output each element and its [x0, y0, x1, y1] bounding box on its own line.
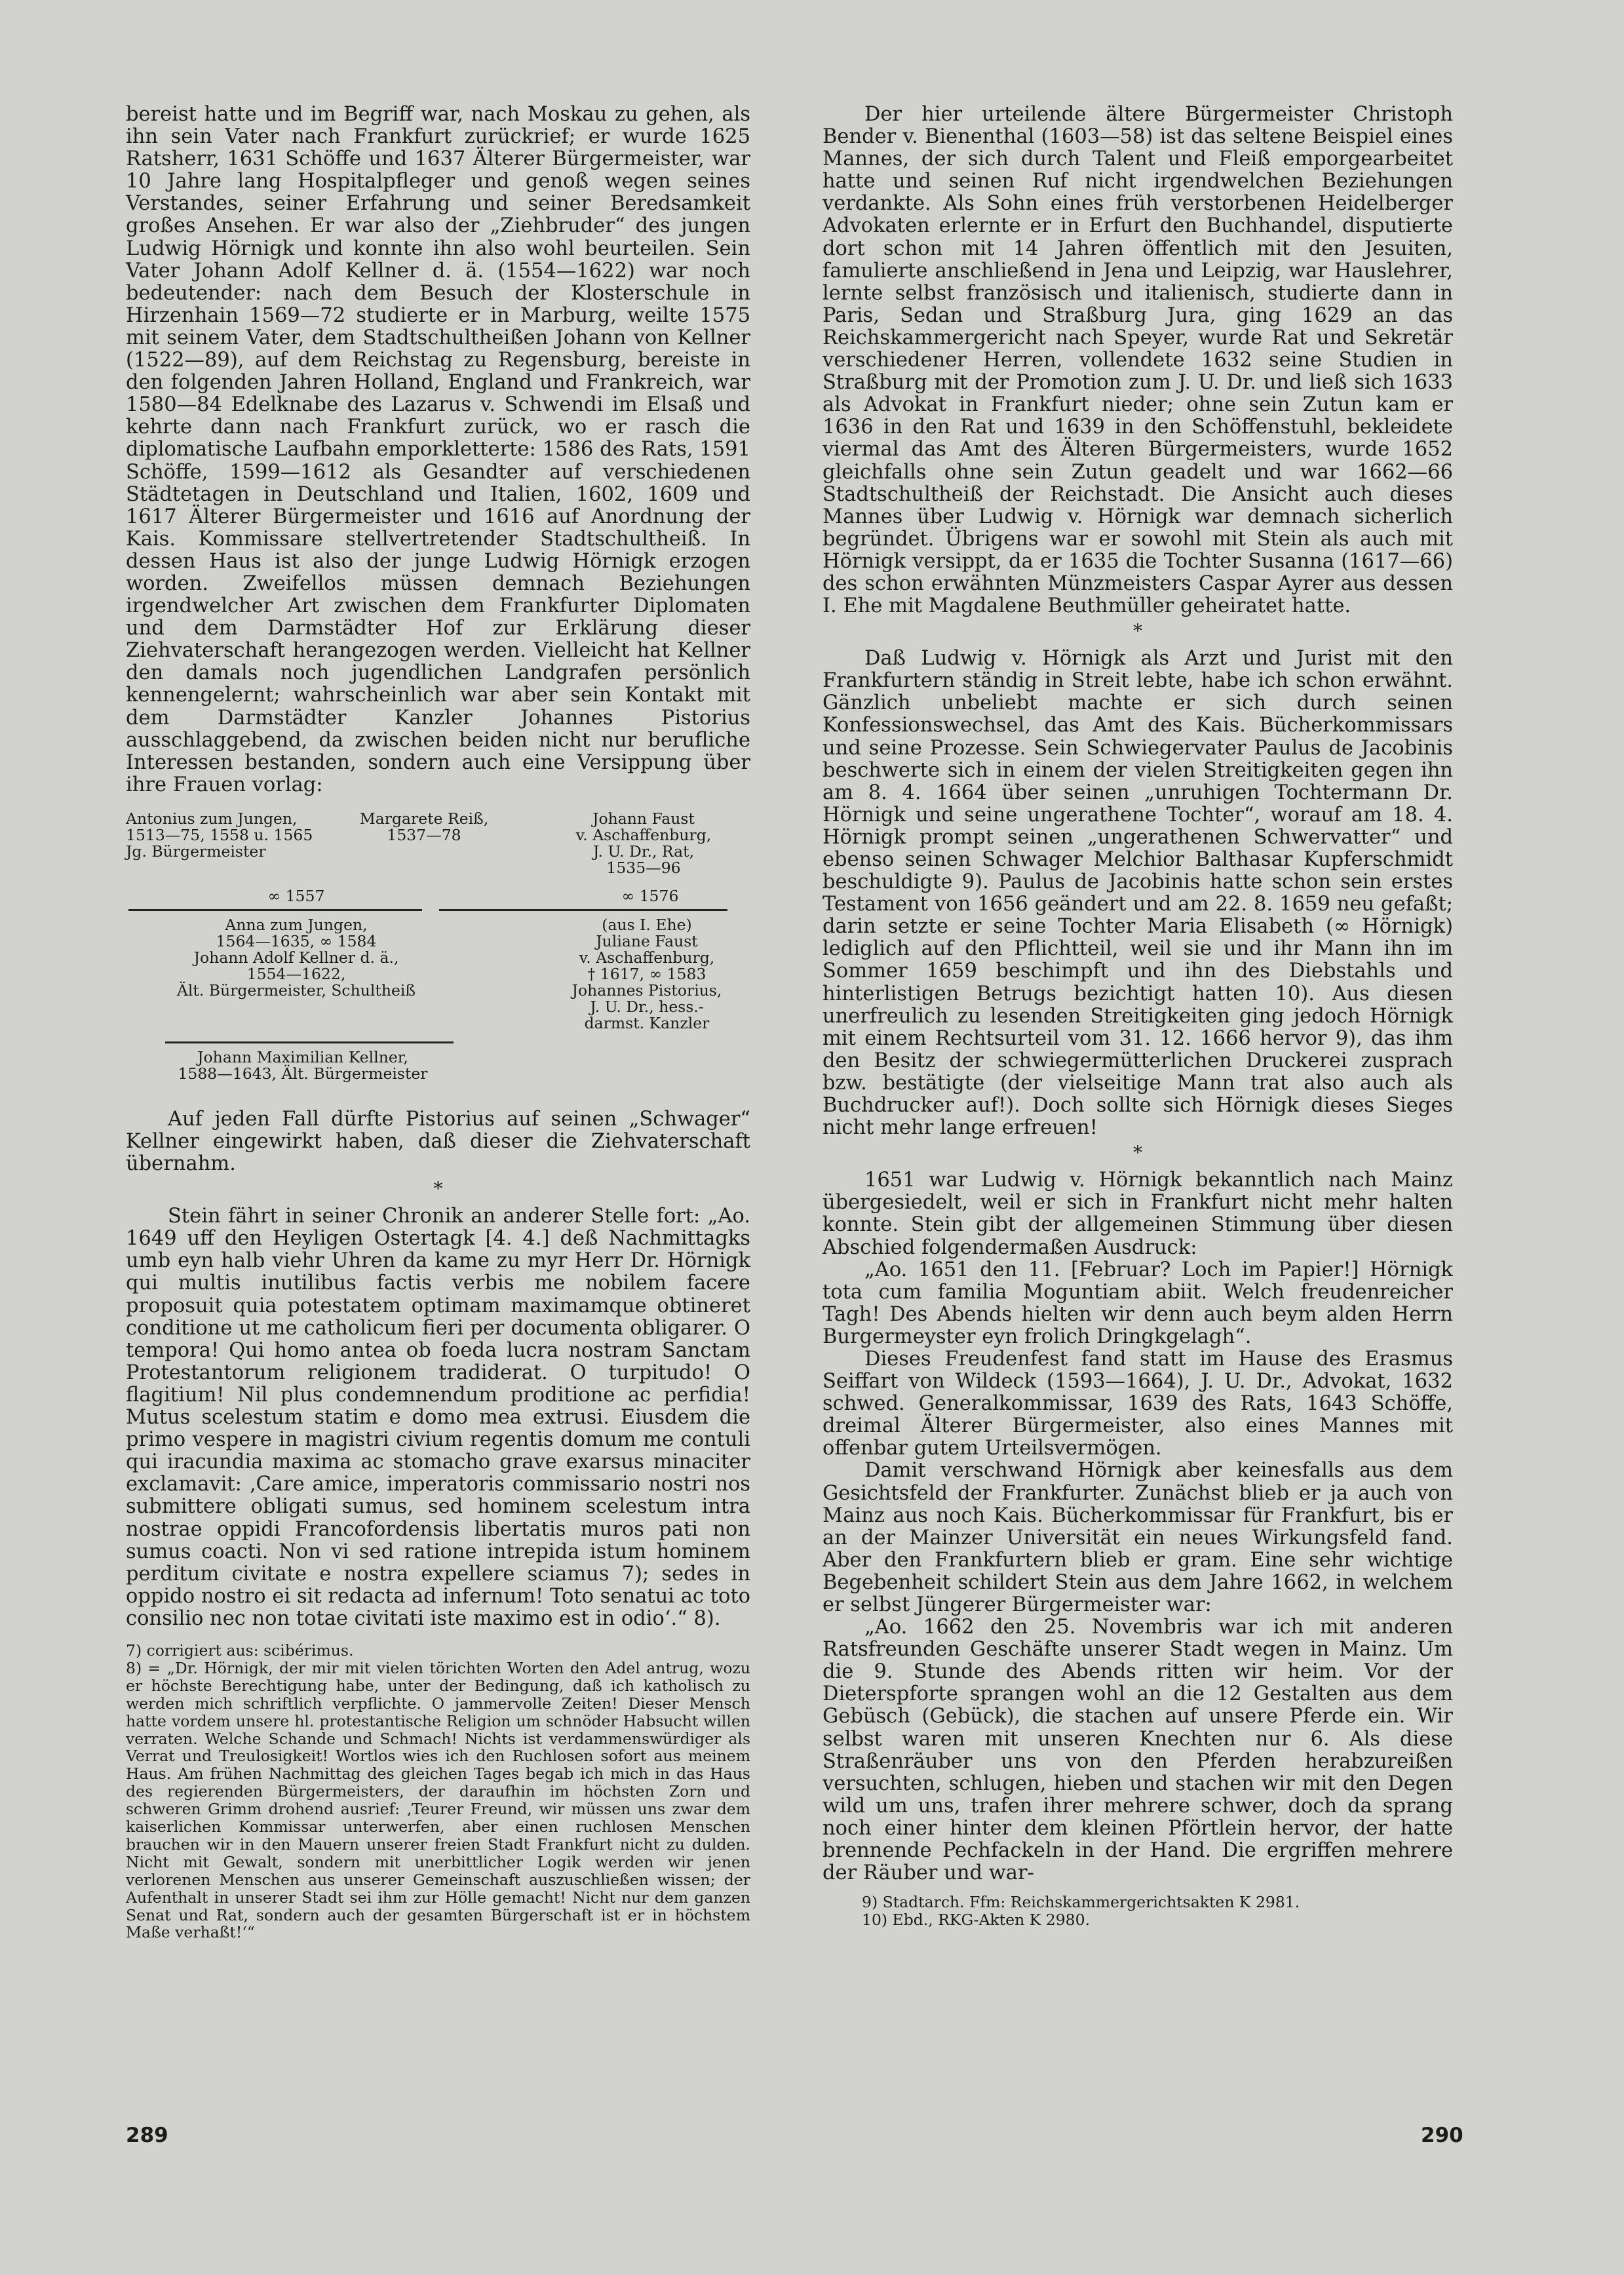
marriage-line-left [128, 909, 422, 911]
right-paragraph-4: „Ao. 1651 den 11. [Februar? Loch im Papier!] Hörnigk tota cum familia Moguntiam abiit. Welch freudenreicher Tagh! Des Abends hielten wir denn auch beym alden Herrn Burgermeyster eyn frolich Dringkgelagh“. [822, 1258, 1453, 1348]
genealogy-text: 1554—1622, [246, 964, 346, 983]
right-paragraph-2: Daß Ludwig v. Hörnigk als Arzt und Jurist mit den Frankfurtern ständig in Streit lebte, habe ich schon erwähnt. Gänzlich unbeliebt machte er sich durch seinen Konfessionswechsel, das Amt des Kais. Bücherkommissars und seine Prozesse. Sein Schwiegervater Paulus de Jacobinis beschwerte sich in einem der vielen Streitigkeiten gegen ihn am 8. 4. 1664 über seinen „unruhigen Tochtermann Dr. Hörnigk und seine ungerathene Tochter“, worauf am 18. 4. Hörnigk prompt seinen „ungerathenen Schwervatter“ und ebenso seinen Schwager Melchior Balthasar Kupferschmidt beschuldigte 9). Paulus de Jacobinis hatte schon sein erstes Testament von 1656 geändert und am 22. 8. 1659 neu gefaßt; darin setzte er seine Tochter Maria Elisabeth (∞ Hörnigk) lediglich auf den Pflichtteil, weil sie und ihr Mann ihn im Sommer 1659 beschimpft und ihn des Diebstahls und hinterlistigen Betrugs bezichtigt hatten 10). Aus diesen unerfreulich zu lesenden Streitigkeiten ging jedoch Hörnigk mit einem Rechtsurteil vom 31. 12. 1666 hervor 9), das ihm den Besitz der schwiegermütterlichen Druckerei zusprach bzw. bestätigte (der vielseitige Mann trat also auch als Buchdrucker auf!). Doch sollte sich Hörnigk dieses Sieges nicht mehr lange erfreuen! [822, 647, 1453, 1140]
right-paragraph-6: Damit verschwand Hörnigk aber keinesfalls aus dem Gesichtsfeld der Frankfurter. Zunächst blieb er ja auch von Mainz aus noch Kais. Bücherkommissar für Frankfurt, bis er an der Mainzer Universität ein neues Wirkungsfeld fand. Aber den Frankfurtern blieb er gram. Eine sehr wichtige Begebenheit schildert Stein aus dem Jahre 1662, in welchem er selbst Jüngerer Bürgermeister war: [822, 1459, 1453, 1616]
genealogy-text: Margarete Reiß, [359, 809, 489, 828]
genealogy-text: 1588—1643, Ält. Bürgermeister [178, 1064, 428, 1083]
genealogy-text: v. Aschaffenburg, [575, 825, 712, 844]
marriage-1557: ∞ 1557 [267, 886, 325, 905]
marriage-1576: ∞ 1576 [621, 886, 679, 905]
right-paragraph-7: „Ao. 1662 den 25. Novembris war ich mit anderen Ratsfreunden Geschäfte unserer Stadt wegen in Mainz. Um die 9. Stunde des Abends ritten wir heim. Vor der Dieterspforte sprangen wohl an die 12 Gestalten aus dem Gebüsch (Gebück), die stachen auf unsere Pferde ein. Wir selbst waren mit unseren Knechten nur 6. Als diese Straßenräuber uns von den Pferden herabzureißen versuchten, schlugen, hieben und stachen wir mit den Degen wild um uns, trafen ihrer mehrere schwer, doch da sprang noch einer hinter dem kleinen Pförtlein hervor, der hatte brennende Pechfackeln in der Hand. Die ergriffen mehrere der Räuber und war- [822, 1616, 1453, 1885]
page-number-left: 289 [126, 2124, 168, 2147]
genealogy-text: v. Aschaffenburg, [579, 948, 715, 967]
ancestor-antonius [126, 811, 342, 860]
genealogy-text: Antonius zum Jungen, [126, 809, 298, 828]
left-column [126, 104, 750, 1941]
footnote-8: 8) = „Dr. Hörnigk, der mir mit vielen törichten Worten den Adel antrug, wozu er höchste Berechtigung habe, unter der Bedingung, daß ich katholisch zu werden mich schriftlich verpflichte. O jammervolle Zeiten! Dieser Mensch hatte vordem unsere hl. protestantische Religion um schnöder Habsucht willen verraten. Welche Schande und Schmach! Nichts ist verdammenswürdiger als Verrat und Treulosigkeit! Wortlos wies ich den Ruchlosen sofort aus meinem Haus. Am frühen Nachmittag des gleichen Tages begab ich mich in das Haus des regierenden Bürgermeisters, der daraufhin im höchsten Zorn und schweren Grimm drohend ausrief: ‚Teurer Freund, wir müssen uns zwar dem kaiserlichen Kommissar unterwerfen, aber einen ruchlosen Menschen brauchen wir in den Mauern unserer freien Stadt Frankfurt nicht zu dulden. Nicht mit Gewalt, sondern mit unerbittlicher Logik werden wir jenen verlorenen Menschen aus unserer Gemeinschaft auszuschließen wissen; der Aufenthalt in unserer Stadt sei ihm zur Hölle gemacht! Nicht nur dem ganzen Senat und Rat, sondern auch der gesamten Bürgerschaft ist er in höchstem Maße verhaßt!‘“ [126, 1658, 750, 1942]
genealogy-text: 1535—96 [606, 858, 681, 877]
left-paragraph-1: bereist hatte und im Begriff war, nach Moskau zu gehen, als ihn sein Vater nach Frankfurt zurückrief; er wurde 1625 Ratsherr, 1631 Schöffe und 1637 Älterer Bürgermeister, war 10 Jahre lang Hospitalpfleger und genoß wegen seines Verstandes, seiner Erfahrung und seiner Beredsamkeit großes Ansehen. Er war also der „Ziehbruder“ des jungen Ludwig Hörnigk und konnte ihn also wohl beurteilen. Sein Vater Johann Adolf Kellner d. ä. (1554—1622) war noch bedeutender: nach dem Besuch der Klosterschule in Hirzenhain 1569—72 studierte er in Marburg, weilte 1575 mit seinem Vater, dem Stadtschultheißen Johann von Kellner (1522—89), auf dem Reichstag zu Regensburg, bereiste in den folgenden Jahren Holland, England und Frankreich, war 1580—84 Edelknabe des Lazarus v. Schwendi im Elsaß und kehrte dann nach Frankfurt zurück, wo er rasch die diplomatische Laufbahn emporkletterte: 1586 des Rats, 1591 Schöffe, 1599—1612 als Gesandter auf verschiedenen Städtetagen in Deutschland und Italien, 1602, 1609 und 1617 Älterer Bürgermeister und 1616 auf Anordnung der Kais. Kommissare stellvertretender Stadtschultheiß. In dessen Haus ist also der junge Ludwig Hörnigk erzogen worden. Zweifellos müssen demnach Beziehungen irgendwelcher Art zwischen dem Frankfurter Diplomaten und dem Darmstädter Hof zur Erklärung dieser Ziehvaterschaft herangezogen werden. Vielleicht hat Kellner den damals noch jugendlichen Landgrafen persönlich kennengelernt; wahrscheinlich war aber sein Kontakt mit dem Darmstädter Kanzler Johannes Pistorius ausschlaggebend, da zwischen beiden nicht nur berufliche Interessen bestanden, sondern auch eine Versippung über ihre Frauen vorlag: [126, 103, 750, 796]
right-paragraph-5: Dieses Freudenfest fand statt im Hause des Erasmus Seiffart von Wildeck (1593—1664), J. U. Dr., Advokat, 1632 schwed. Generalkommissar, 1639 des Rats, 1643 Schöffe, dreimal Älterer Bürgermeister, also eines Mannes mit offenbar gutem Urteilsvermögen. [822, 1347, 1453, 1460]
genealogy-text: 1513—75, 1558 u. 1565 [126, 825, 313, 844]
ancestor-margarete [355, 811, 493, 844]
child-anna [139, 917, 454, 999]
genealogy-chart [126, 811, 750, 1091]
marriage-line-right [439, 909, 727, 911]
genealogy-text: Johannes Pistorius, [571, 981, 722, 1000]
footnote-9: 9) Stadtarch. Ffm: Reichskammergerichtsakten K 2981. [862, 1893, 1300, 1912]
genealogy-text: Johann Adolf Kellner d. ä., [193, 948, 399, 967]
ancestor-johann-faust [545, 811, 742, 876]
section-divider-star: * [433, 1178, 443, 1200]
right-paragraph-3: 1651 war Ludwig v. Hörnigk bekanntlich nach Mainz übergesiedelt, weil er sich in Frankfurt nicht mehr halten konnte. Stein gibt der allgemeinen Stimmung über diesen Abschied folgendermaßen Ausdruck: [822, 1169, 1453, 1259]
section-divider-star: * [1133, 620, 1142, 642]
genealogy-text: Juliane Faust [596, 931, 698, 950]
grandchild-johann-maximilian [152, 1049, 454, 1082]
child-juliane [552, 917, 742, 1032]
genealogy-text: darmst. Kanzler [584, 1013, 710, 1032]
genealogy-text: Jg. Bürgermeister [126, 842, 266, 861]
genealogy-text: J. U. Dr., hess.- [590, 997, 704, 1016]
right-paragraph-1: Der hier urteilende ältere Bürgermeister Christoph Bender v. Bienenthal (1603—58) ist das seltene Beispiel eines Mannes, der sich durch Talent und Fleiß emporgearbeitet hatte und seinen Ruf nicht irgendwelchen Beziehungen verdankte. Als Sohn eines früh verstorbenen Heidelberger Advokaten erlernte er in Erfurt den Buchhandel, disputierte dort schon mit 14 Jahren öffentlich mit den Jesuiten, famulierte anschließend in Jena und Leipzig, war Hauslehrer, lernte selbst französisch und italienisch, studierte dann in Paris, Sedan und Straßburg Jura, ging 1629 an das Reichskammergericht nach Speyer, wurde Rat und Sekretär verschiedener Herren, vollendete 1632 seine Studien in Straßburg mit der Promotion zum J. U. Dr. und ließ sich 1633 als Advokat in Frankfurt nieder; ohne sein Zutun kam er 1636 in den Rat und 1639 in den Schöffenstuhl, bekleidete viermal das Amt des Älteren Bürgermeisters, wurde 1652 gleichfalls ohne sein Zutun geadelt und war 1662—66 Stadtschultheiß der Reichstadt. Die Ansicht auch dieses Mannes über Ludwig v. Hörnigk war demnach sicherlich begründet. Übrigens war er sowohl mit Stein als auch mit Hörnigk versippt, da er 1635 die Tochter Susanna (1617—66) des schon erwähnten Münzmeisters Caspar Ayrer aus dessen I. Ehe mit Magdalene Beuthmüller geheiratet hatte. [822, 103, 1453, 618]
genealogy-text: 1564—1635, ∞ 1584 [216, 931, 377, 950]
right-column [822, 104, 1453, 1929]
genealogy-text: Johann Maximilian Kellner, [197, 1047, 408, 1066]
footnote-7: 7) corrigiert aus: scibérimus. [126, 1641, 354, 1660]
genealogy-text: 1537—78 [387, 825, 461, 844]
section-divider-star: * [1133, 1142, 1142, 1164]
footnote-10: 10) Ebd., RKG-Akten K 2980. [862, 1911, 1091, 1930]
genealogy-text: Anna zum Jungen, [225, 915, 368, 934]
genealogy-text: Ält. Bürgermeister, Schultheiß [176, 981, 416, 1000]
left-paragraph-2: Auf jeden Fall dürfte Pistorius auf seinen „Schwager“ Kellner eingewirkt haben, daß dieser die Ziehvaterschaft übernahm. [126, 1107, 750, 1176]
genealogy-text: † 1617, ∞ 1583 [587, 964, 706, 983]
genealogy-text: Johann Faust [592, 809, 695, 828]
left-paragraph-3: Stein fährt in seiner Chronik an anderer Stelle fort: „Ao. 1649 uff den Heyligen Ostertagk [4. 4.] deß Nachmittagks umb eyn halb viehr Uhren da kame zu myr Herr Dr. Hörnigk qui multis inutilibus factis verbis me nobilem facere proposuit quia potestatem optimam maximamque obtineret conditione ut me catholicum fieri per documenta obligarer. O tempora! Qui homo antea ob foeda lucra nostram Sanctam Protestantorum religionem tradiderat. O turpitudo! O flagitium! Nil plus condemnendum proditione ac perfidia! Mutus scelestum statim e domo mea extrusi. Eiusdem die primo vespere in magistri civium regentis domum me contuli qui iracundia maxima ac stomacho grave exarsus minaciter exclamavit: ‚Care amice, imperatoris commissario nostri nos submittere obligati sumus, sed hominem scelestum intra nostrae oppidi Francofordensis libertatis muros pati non sumus coacti. Non vi sed ratione intrepida istum hominem perditum civitate e nostra expellere sciamus 7); sedes in oppido nostro ei sit redacta ad infernum! Toto senatui ac toto consilio nec non totae civitati iste maximo est in odio‘.“ 8). [126, 1205, 750, 1630]
genealogy-text: J. U. Dr., Rat, [592, 842, 695, 861]
page-number-right: 290 [1421, 2124, 1463, 2147]
genealogy-text: (aus I. Ehe) [602, 915, 692, 934]
descent-line [165, 1041, 454, 1043]
